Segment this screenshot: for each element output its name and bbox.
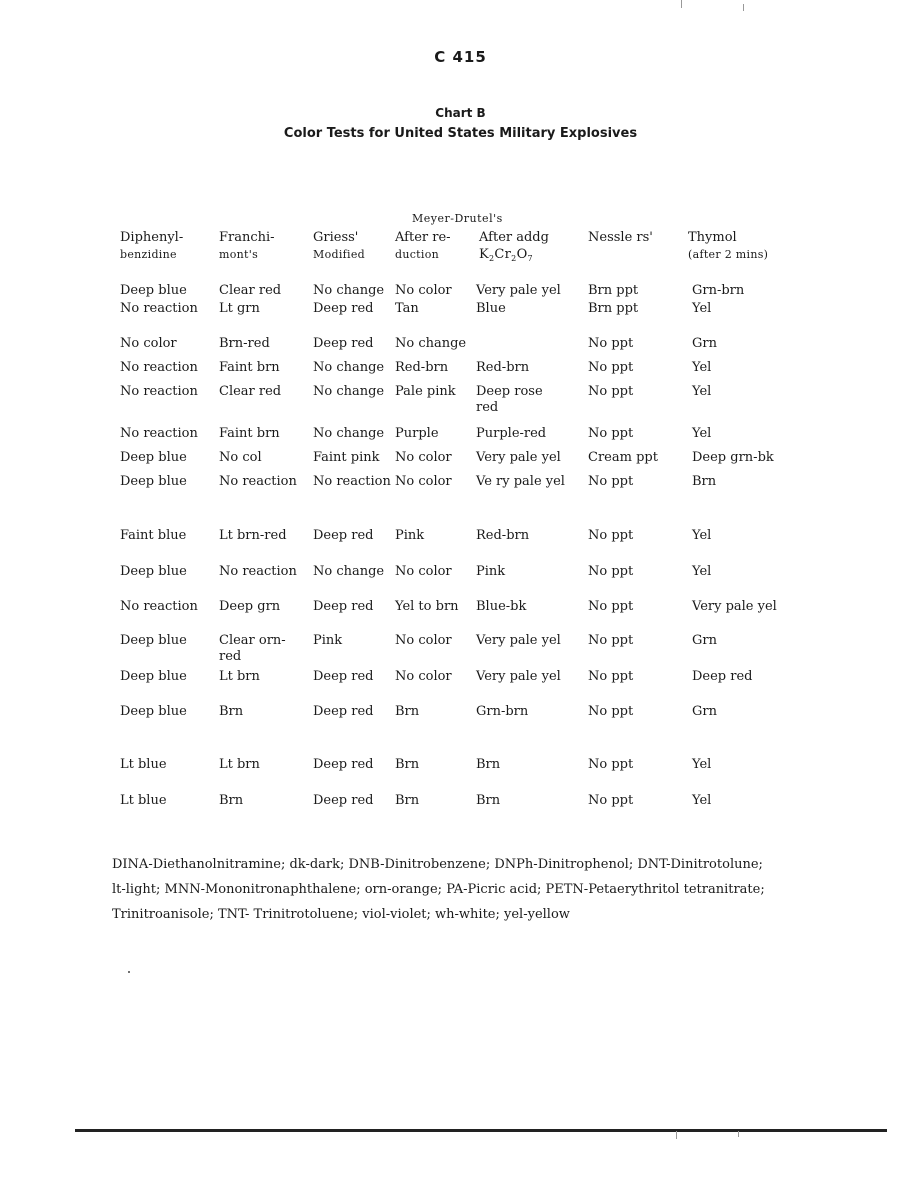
cell-griess-modified: No reaction xyxy=(313,474,391,489)
table-row xyxy=(0,528,921,562)
cell-after-addg: Ve ry pale yel xyxy=(476,474,565,489)
cell-diphenylbenzidine: No reaction xyxy=(120,360,198,375)
table-row xyxy=(0,757,921,791)
cell-diphenylbenzidine: Lt blue xyxy=(120,793,167,808)
table-row xyxy=(0,704,921,738)
cell-diphenylbenzidine: Deep blue xyxy=(120,283,187,298)
abbreviation-footnote xyxy=(112,852,802,927)
column-header-formula xyxy=(479,246,549,267)
cell-diphenylbenzidine: Lt blue xyxy=(120,757,167,772)
cell-thymol: Grn xyxy=(692,704,717,719)
column-header-franchimont xyxy=(219,229,275,263)
cell-after-addg: Red-brn xyxy=(476,528,530,543)
cell-franchimont: Clear red xyxy=(219,384,282,399)
cell-nesslers: No ppt xyxy=(588,360,634,375)
cell-franchimont: Lt brn xyxy=(219,669,260,684)
column-header-line1: Thymol xyxy=(688,230,737,245)
meyer-drutel-group-header: Meyer-Drutel's xyxy=(412,212,503,225)
cell-thymol: Yel xyxy=(692,757,712,772)
cell-after-reduction: Brn xyxy=(395,704,420,719)
cell-franchimont: Brn-red xyxy=(219,336,270,351)
cell-franchimont: Deep grn xyxy=(219,599,281,614)
cell-after-reduction: Purple xyxy=(395,426,439,441)
cell-nesslers: No ppt xyxy=(588,704,634,719)
cell-thymol: Grn-brn xyxy=(692,283,745,298)
cell-thymol: Yel xyxy=(692,360,712,375)
cell-franchimont: Faint brn xyxy=(219,426,280,441)
cell-diphenylbenzidine: Deep blue xyxy=(120,564,187,579)
cell-after-reduction: Red-brn xyxy=(395,360,449,375)
cell-thymol: Grn xyxy=(692,336,717,351)
column-header-after-addg-k2cr2o7 xyxy=(479,229,549,267)
cell-after-addg: Grn-brn xyxy=(476,704,529,719)
cell-after-addg: Pink xyxy=(476,564,506,579)
cell-griess-modified: Deep red xyxy=(313,793,374,808)
footnote-line: Trinitroanisole; TNT- Trinitrotoluene; viol-violet; wh-white; yel-yellow xyxy=(112,907,570,922)
cell-griess-modified: Deep red xyxy=(313,336,374,351)
cell-griess-modified: No change xyxy=(313,426,385,441)
cell-thymol: Yel xyxy=(692,301,712,316)
cell-after-reduction: Yel to brn xyxy=(395,599,459,614)
formula-sub3: 7 xyxy=(527,254,533,263)
cell-after-addg: Purple-red xyxy=(476,426,547,441)
cell-griess-modified: No change xyxy=(313,283,385,298)
cell-diphenylbenzidine: No reaction xyxy=(120,426,198,441)
cell-diphenylbenzidine: Deep blue xyxy=(120,669,187,684)
cell-nesslers: No ppt xyxy=(588,793,634,808)
cell-griess-modified: Deep red xyxy=(313,301,374,316)
cell-diphenylbenzidine: Deep blue xyxy=(120,633,187,648)
cell-griess-modified: Deep red xyxy=(313,528,374,543)
column-header-thymol xyxy=(688,229,768,263)
cell-after-reduction: No color xyxy=(395,474,452,489)
column-header-diphenylbenzidine xyxy=(120,229,183,263)
scan-speck xyxy=(128,971,130,973)
cell-thymol: Very pale yel xyxy=(692,599,777,614)
cell-diphenylbenzidine: Deep blue xyxy=(120,450,187,465)
bottom-rule xyxy=(75,1129,887,1132)
cell-griess-modified: No change xyxy=(313,384,385,399)
cell-griess-modified: Deep red xyxy=(313,669,374,684)
cell-griess-modified: Faint pink xyxy=(313,450,380,465)
column-header-line2: Modified xyxy=(313,248,365,261)
cell-griess-modified: Deep red xyxy=(313,704,374,719)
cell-franchimont: Clear red xyxy=(219,283,282,298)
cell-nesslers: No ppt xyxy=(588,528,634,543)
table-row xyxy=(0,793,921,827)
column-header-line1: Nessle rs' xyxy=(588,230,653,245)
cell-after-reduction: Pale pink xyxy=(395,384,456,399)
cell-nesslers: No ppt xyxy=(588,474,634,489)
column-header-line2: benzidine xyxy=(120,248,177,261)
column-header-line2: (after 2 mins) xyxy=(688,248,769,261)
cell-franchimont: Brn xyxy=(219,704,244,719)
cell-franchimont: No reaction xyxy=(219,474,297,489)
cell-thymol: Grn xyxy=(692,633,717,648)
column-header-nesslers xyxy=(588,229,653,246)
table-row xyxy=(0,599,921,633)
table-row xyxy=(0,564,921,598)
cell-thymol: Brn xyxy=(692,474,717,489)
rule-tick-mark xyxy=(738,1131,739,1137)
cell-after-addg: Brn xyxy=(476,793,501,808)
column-header-line1: After addg xyxy=(479,230,549,245)
cell-thymol: Yel xyxy=(692,564,712,579)
cell-griess-modified: No change xyxy=(313,360,385,375)
cell-after-reduction: No color xyxy=(395,450,452,465)
cell-griess-modified: Deep red xyxy=(313,599,374,614)
cell-after-reduction: No change xyxy=(395,336,467,351)
column-header-line1: Franchi- xyxy=(219,230,275,245)
cell-after-addg: Very pale yel xyxy=(476,283,561,298)
cell-after-reduction: No color xyxy=(395,633,452,648)
cell-griess-modified: Deep red xyxy=(313,757,374,772)
cell-franchimont: Lt brn-red xyxy=(219,528,287,543)
cell-diphenylbenzidine: No reaction xyxy=(120,384,198,399)
table-row xyxy=(0,384,921,418)
cell-nesslers: No ppt xyxy=(588,757,634,772)
chart-label: Chart B xyxy=(435,106,486,120)
formula-o: O xyxy=(516,247,528,262)
cell-franchimont: No reaction xyxy=(219,564,297,579)
cell-after-addg: Very pale yel xyxy=(476,450,561,465)
cell-thymol: Yel xyxy=(692,793,712,808)
table-row xyxy=(0,301,921,335)
cell-after-addg: Red-brn xyxy=(476,360,530,375)
cell-thymol: Yel xyxy=(692,426,712,441)
cell-franchimont: Lt grn xyxy=(219,301,260,316)
column-header-line2: mont's xyxy=(219,248,259,261)
cell-nesslers: No ppt xyxy=(588,599,634,614)
formula-sub1: 2 xyxy=(489,254,495,263)
cell-nesslers: No ppt xyxy=(588,336,634,351)
cell-griess-modified: Pink xyxy=(313,633,343,648)
cell-nesslers: No ppt xyxy=(588,384,634,399)
cell-nesslers: Brn ppt xyxy=(588,283,639,298)
cell-nesslers: No ppt xyxy=(588,426,634,441)
cell-after-addg: Blue-bk xyxy=(476,599,527,614)
cell-after-addg: Very pale yel xyxy=(476,633,561,648)
cell-franchimont: No col xyxy=(219,450,262,465)
rule-tick-mark xyxy=(676,1131,677,1139)
column-header-line1: After re- xyxy=(395,230,451,245)
formula-sub2: 2 xyxy=(511,254,517,263)
page-identifier: C 415 xyxy=(434,48,487,66)
column-header-griess-modified xyxy=(313,229,365,263)
table-row xyxy=(0,669,921,703)
cell-after-addg: Brn xyxy=(476,757,501,772)
footnote-line: DINA-Diethanolnitramine; dk-dark; DNB-Dinitrobenzene; DNPh-Dinitrophenol; DNT-Dinitrotolune; xyxy=(112,857,763,872)
formula-cr: Cr xyxy=(494,247,512,262)
table-row xyxy=(0,474,921,508)
cell-griess-modified: No change xyxy=(313,564,385,579)
cell-after-addg: Blue xyxy=(476,301,506,316)
cell-thymol: Deep grn-bk xyxy=(692,450,774,465)
table-row xyxy=(0,633,921,667)
cell-after-reduction: Brn xyxy=(395,757,420,772)
cell-diphenylbenzidine: No reaction xyxy=(120,301,198,316)
cell-franchimont: Lt brn xyxy=(219,757,260,772)
column-header-line2: duction xyxy=(395,248,440,261)
scan-mark xyxy=(743,4,744,11)
cell-diphenylbenzidine: No color xyxy=(120,336,177,351)
cell-franchimont: Clear orn- red xyxy=(219,633,286,664)
cell-after-reduction: No color xyxy=(395,283,452,298)
cell-after-reduction: No color xyxy=(395,564,452,579)
scan-mark xyxy=(681,0,682,8)
cell-franchimont: Brn xyxy=(219,793,244,808)
cell-diphenylbenzidine: No reaction xyxy=(120,599,198,614)
cell-after-reduction: Pink xyxy=(395,528,425,543)
cell-franchimont: Faint brn xyxy=(219,360,280,375)
footnote-line: lt-light; MNN-Mononitronaphthalene; orn-orange; PA-Picric acid; PETN-Petaerythritol tetranitrate; xyxy=(112,882,765,897)
cell-after-addg: Very pale yel xyxy=(476,669,561,684)
cell-nesslers: No ppt xyxy=(588,564,634,579)
cell-after-reduction: Tan xyxy=(395,301,419,316)
formula-k: K xyxy=(479,247,490,262)
cell-thymol: Yel xyxy=(692,528,712,543)
cell-nesslers: No ppt xyxy=(588,633,634,648)
cell-after-addg: Deep rose red xyxy=(476,384,543,415)
cell-thymol: Deep red xyxy=(692,669,753,684)
cell-after-reduction: No color xyxy=(395,669,452,684)
column-header-line1: Griess' xyxy=(313,230,359,245)
cell-after-reduction: Brn xyxy=(395,793,420,808)
cell-nesslers: No ppt xyxy=(588,669,634,684)
chart-title: Color Tests for United States Military Explosives xyxy=(283,126,638,141)
column-header-after-reduction xyxy=(395,229,451,263)
cell-diphenylbenzidine: Deep blue xyxy=(120,704,187,719)
cell-nesslers: Brn ppt xyxy=(588,301,639,316)
cell-diphenylbenzidine: Deep blue xyxy=(120,474,187,489)
cell-nesslers: Cream ppt xyxy=(588,450,658,465)
column-header-line1: Diphenyl- xyxy=(120,230,184,245)
cell-diphenylbenzidine: Faint blue xyxy=(120,528,187,543)
cell-thymol: Yel xyxy=(692,384,712,399)
